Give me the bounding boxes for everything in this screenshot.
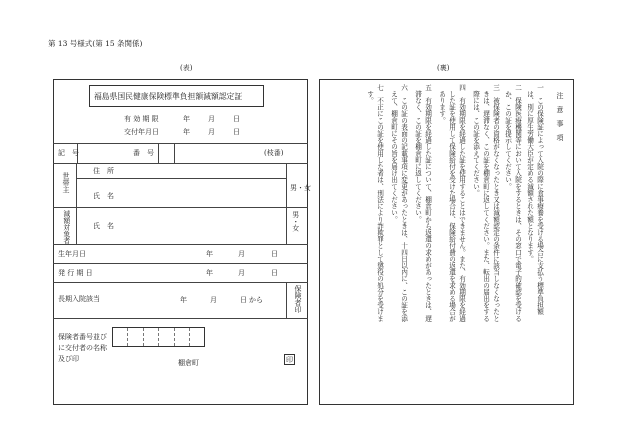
insurer-info-label: 保険者番号並びに交付者の名称及び印	[58, 333, 107, 363]
issuer-name: 棚倉町	[178, 359, 199, 367]
branch-label: (枝番)	[264, 149, 284, 157]
seal-char: 印	[286, 356, 293, 364]
long-hospitalization-label: 長期入院該当	[58, 295, 100, 303]
note-line: 五 有効期限を経過した証について、棚倉町から返還の求めがあったときは、遅	[423, 84, 432, 322]
note-line: 三 被保険者の資格がなくなったとき又は減額認定の条件に該当しなくなったと	[491, 84, 500, 322]
birth-month-unit: 月	[238, 250, 245, 258]
note-line: か、この証を提示してください。	[503, 84, 512, 190]
insurer-seal-label: 保険者印	[294, 285, 302, 313]
note-line: 際には、この証を添えてください。	[471, 84, 480, 197]
note-line: す。	[365, 84, 374, 104]
target-sex: 男・女	[290, 211, 299, 232]
notes-title: 注 意 事 項	[556, 92, 564, 141]
note-line: あります。	[437, 84, 446, 124]
reduced-target-label: 減額対象者	[61, 210, 70, 244]
validity-day-unit: 日	[233, 115, 240, 123]
note-line: 四 有効期限を経過した証を使用することはできません。また、有効期限を経過	[457, 84, 466, 322]
symbol-label: 記 号	[58, 149, 79, 157]
householder-sex: 男・女	[290, 184, 311, 192]
note-line: きは、遅滞なく、この証を棚倉町に返してください。また、転出の届出をする	[481, 84, 490, 322]
long-year-unit: 年	[180, 296, 187, 304]
from-suffix: から	[249, 296, 263, 304]
note-line: 二 保険医療機関等において入院をするときは、その窓口で電子的確認を受ける	[513, 84, 522, 322]
birth-year-unit: 年	[206, 250, 213, 258]
householder-name-label: 氏 名	[93, 192, 114, 200]
note-line: 七 不正にこの証を使用した者は、刑法により詐欺罪として懲役の処分を受けま	[375, 84, 384, 322]
form-number: 第 13 号様式(第 15 条関係)	[48, 39, 143, 48]
issue-day-unit: 日	[233, 128, 240, 136]
issue-date-label: 交付年月日	[124, 128, 159, 136]
note-line: は、別に厚生労働大臣が定める減額された額となります。	[525, 84, 534, 263]
validity-month-unit: 月	[208, 115, 215, 123]
birth-day-unit: 日	[271, 250, 278, 258]
issue-month-unit: 月	[208, 128, 215, 136]
target-name-label: 氏 名	[93, 222, 114, 230]
effective-month-unit: 月	[238, 269, 245, 277]
validity-label: 有 効 期 限	[124, 115, 159, 123]
validity-year-unit: 年	[183, 115, 190, 123]
note-line: 一 この保険証によって入院の際に食事療養を受ける場合に支払う標準負担額	[535, 84, 544, 315]
householder-address-label: 住 所	[93, 167, 114, 175]
effective-year-unit: 年	[206, 269, 213, 277]
birth-date-label: 生年月日	[58, 250, 86, 258]
number-label: 番 号	[133, 149, 154, 157]
card-title: 福島県国民健康保険標準負担額減額認定証	[94, 92, 243, 101]
effective-date-label: 発 行 期 日	[58, 269, 93, 277]
note-line: 六 この証の表面の記載事項に変更があったときは、十四日以内に、この証を添	[399, 84, 408, 322]
issue-year-unit: 年	[183, 128, 190, 136]
householder-label: 世帯主	[62, 172, 70, 193]
note-line: えて、棚倉町にその旨を届け出てください。	[389, 84, 398, 223]
front-side-label: (表)	[180, 64, 193, 72]
note-line: した証を使用して保険給付を受けた場合は、保険給付費の返還を求める場合が	[447, 84, 456, 322]
back-side-label: (裏)	[437, 64, 450, 72]
long-day-unit: 日	[240, 296, 247, 304]
effective-day-unit: 日	[271, 269, 278, 277]
long-month-unit: 月	[210, 296, 217, 304]
note-line: 滞なく、この証を棚倉町に返してください。	[413, 84, 422, 223]
